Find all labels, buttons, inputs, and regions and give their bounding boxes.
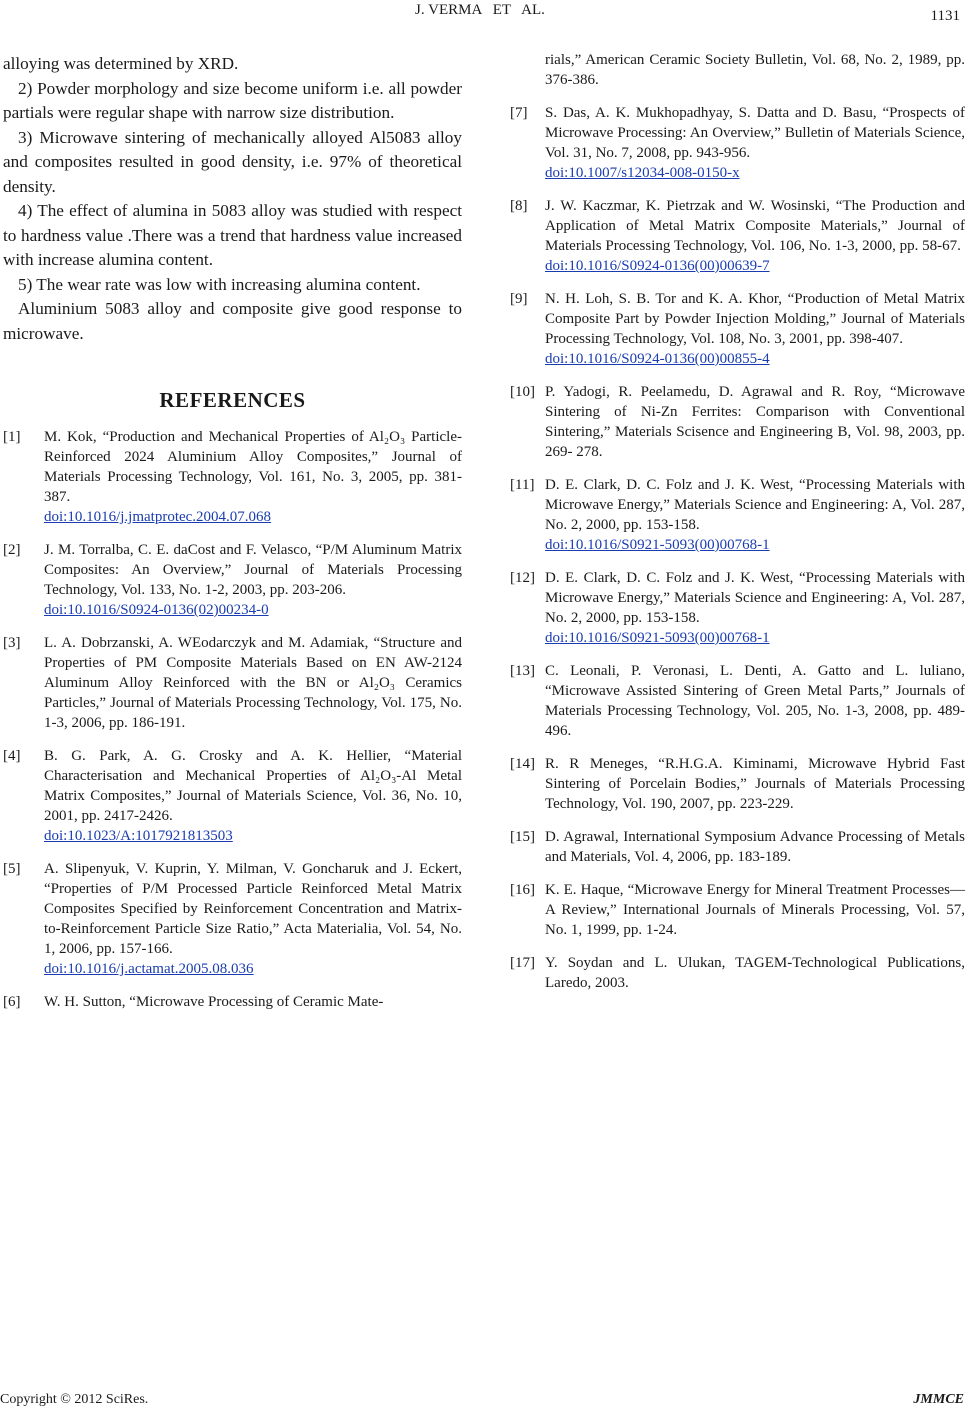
reference-item (510, 568, 965, 648)
reference-doi-link[interactable]: doi:10.1016/S0924-0136(00)00639-7 (545, 258, 770, 274)
reference-number: [5] (3, 861, 21, 877)
reference-item (3, 633, 462, 733)
copyright-notice: Copyright © 2012 SciRes. (0, 1392, 149, 1407)
conclusion-paragraph: 4) The effect of alumina in 5083 alloy was studied with respect to hardness value .There was a trend that hardness value increased with increase alumina content. (3, 201, 462, 269)
reference-text: D. E. Clark, D. C. Folz and J. K. West, “Processing Materials with Microwave Energy,” Materials Science and Engineering: A, Vol. 287, No. 2, 2000, pp. 153-158. (545, 570, 965, 626)
reference-doi-link[interactable]: doi:10.1007/s12034-008-0150-x (545, 165, 740, 181)
reference-number: [2] (3, 542, 21, 558)
conclusion-paragraph: 3) Microwave sintering of mechanically alloyed Al5083 alloy and composites resulted in good density, i.e. 97% of theoretical density. (3, 127, 462, 196)
reference-item (510, 953, 965, 993)
reference-doi-link[interactable]: doi:10.1016/S0921-5093(00)00768-1 (545, 537, 770, 553)
reference-text: Y. Soydan and L. Ulukan, TAGEM-Technological Publications, Laredo, 2003. (545, 955, 965, 991)
reference-item (3, 746, 462, 846)
reference-text: R. R Meneges, “R.H.G.A. Kiminami, Microwave Hybrid Fast Sintering of Porcelain Bodies,” Journals of Materials Processing Technology, Vol. 190, 2007, pp. 223-229. (545, 756, 965, 812)
reference-text: B. G. Park, A. G. Crosky and A. K. Hellier, “Material Characterisation and Mechanical Properties of Al₂O₃-Al Metal Matrix Composites,” Journal of Materials Science, Vol. 36, No. 10, 2001, pp. 2417-2426. (44, 748, 462, 824)
reference-text: J. M. Torralba, C. E. daCost and F. Velasco, “P/M Aluminum Matrix Composites: An Overview,” Journal of Materials Processing Technology, Vol. 133, No. 1-2, 2003, pp. 203-206. (44, 542, 462, 598)
reference-number: [4] (3, 748, 21, 764)
reference-number: [8] (510, 198, 528, 214)
page-header (0, 0, 968, 30)
reference-text: D. E. Clark, D. C. Folz and J. K. West, “Processing Materials with Microwave Energy,” Materials Science and Engineering: A, Vol. 287, No. 2, 2000, pp. 153-158. (545, 477, 965, 533)
reference-doi-link[interactable]: doi:10.1016/S0924-0136(00)00855-4 (545, 351, 770, 367)
references-heading: REFERENCES (159, 388, 306, 412)
reference-number: [14] (510, 756, 535, 772)
reference-doi-link[interactable]: doi:10.1023/A:1017921813503 (44, 828, 233, 844)
reference-number: [12] (510, 570, 535, 586)
conclusion-paragraph: 5) The wear rate was low with increasing alumina content. (18, 274, 421, 294)
reference-number: [11] (510, 477, 535, 493)
reference-number: [15] (510, 829, 535, 845)
reference-number: [9] (510, 291, 528, 307)
reference-number: [13] (510, 663, 535, 679)
reference-item (510, 475, 965, 555)
right-column (510, 50, 965, 1006)
page-footer (0, 1392, 968, 1414)
reference-text: C. Leonali, P. Veronasi, L. Denti, A. Gatto and L. luliano, “Microwave Assisted Sintering of Green Metal Parts,” Journals of Materials Processing Technology, Vol. 205, No. 1-3, 2008, pp. 489-496. (545, 663, 965, 739)
journal-abbreviation: JMMCE (913, 1392, 964, 1407)
reference-continuation (510, 50, 965, 90)
running-head: J. VERMA ET AL. (415, 2, 545, 18)
reference-item (3, 540, 462, 620)
reference-number: [7] (510, 105, 528, 121)
reference-text: D. Agrawal, International Symposium Advance Processing of Metals and Materials, Vol. 4, 2006, pp. 183-189. (545, 829, 965, 865)
page-number: 1131 (930, 8, 960, 24)
reference-text: K. E. Haque, “Microwave Energy for Mineral Treatment Processes—A Review,” International Journals of Minerals Processing, Vol. 57, No. 1, 1999, pp. 1-24. (545, 882, 965, 938)
reference-doi-link[interactable]: doi:10.1016/j.jmatprotec.2004.07.068 (44, 509, 272, 525)
reference-item (510, 754, 965, 814)
reference-number: [17] (510, 955, 535, 971)
reference-item (3, 859, 462, 979)
reference-item (510, 382, 965, 462)
reference-text: rials,” American Ceramic Society Bulletin, Vol. 68, No. 2, 1989, pp. 376-386. (545, 52, 965, 88)
reference-item (510, 196, 965, 276)
reference-text: W. H. Sutton, “Microwave Processing of Ceramic Mate- (44, 994, 384, 1010)
reference-item (510, 103, 965, 183)
reference-number: [16] (510, 882, 535, 898)
reference-item (510, 289, 965, 369)
reference-text: J. W. Kaczmar, K. Pietrzak and W. Wosinski, “The Production and Application of Metal Matrix Composite Materials,” Journal of Materials Processing Technology, Vol. 106, No. 1-3, 2000, pp. 58-67. (545, 198, 965, 254)
reference-item (510, 661, 965, 741)
reference-number: [3] (3, 635, 21, 651)
reference-item (510, 880, 965, 940)
reference-text: L. A. Dobrzanski, A. WEodarczyk and M. Adamiak, “Structure and Properties of PM Composite Materials Based on EN AW-2124 Aluminum Alloy Reinforced with the BN or Al₂O₃ Ceramics Particles,” Journal of Materials Processing Technology, Vol. 175, No. 1-3, 2006, pp. 186-191. (44, 635, 462, 731)
reference-number: [10] (510, 384, 535, 400)
reference-text: A. Slipenyuk, V. Kuprin, Y. Milman, V. Goncharuk and J. Eckert, “Properties of P/M Processed Particle Reinforced Metal Matrix Composites Specified by Reinforcement Concentration and Matrix-to-Reinforcement Particle Size Ratio,” Acta Materialia, Vol. 54, No. 1, 2006, pp. 157-166. (44, 861, 462, 957)
reference-doi-link[interactable]: doi:10.1016/S0921-5093(00)00768-1 (545, 630, 770, 646)
reference-doi-link[interactable]: doi:10.1016/j.actamat.2005.08.036 (44, 961, 254, 977)
reference-text: S. Das, A. K. Mukhopadhyay, S. Datta and D. Basu, “Prospects of Microwave Processing: An Overview,” Bulletin of Materials Science, Vol. 31, No. 7, 2008, pp. 943-956. (545, 105, 965, 161)
reference-item (3, 992, 462, 1012)
left-column (3, 52, 462, 1025)
reference-text: P. Yadogi, R. Peelamedu, D. Agrawal and R. Roy, “Microwave Sintering of Ni-Zn Ferrites: Comparison with Conventional Sintering,” Materials Scisence and Engineering B, Vol. 98, 2003, pp. 269- 278. (545, 384, 965, 460)
reference-number: [6] (3, 994, 21, 1010)
reference-text: N. H. Loh, S. B. Tor and K. A. Khor, “Production of Metal Matrix Composite Part by Powder Injection Molding,” Journal of Materials Processing Technology, Vol. 108, No. 3, 2001, pp. 398-407. (545, 291, 965, 347)
conclusion-paragraph: Aluminium 5083 alloy and composite give good response to microwave. (3, 299, 462, 343)
reference-number: [1] (3, 429, 21, 445)
reference-doi-link[interactable]: doi:10.1016/S0924-0136(02)00234-0 (44, 602, 269, 618)
conclusion-paragraph: alloying was determined by XRD. (3, 54, 239, 73)
reference-text: M. Kok, “Production and Mechanical Properties of Al₂O₃ Particle-Reinforced 2024 Aluminium Alloy Composites,” Journal of Materials Processing Technology, Vol. 161, No. 3, 2005, pp. 381-387. (44, 429, 462, 505)
conclusion-paragraph: 2) Powder morphology and size become uniform i.e. all powder partials were regular shape with narrow size distribution. (3, 78, 462, 122)
reference-item (3, 427, 462, 527)
reference-item (510, 827, 965, 867)
